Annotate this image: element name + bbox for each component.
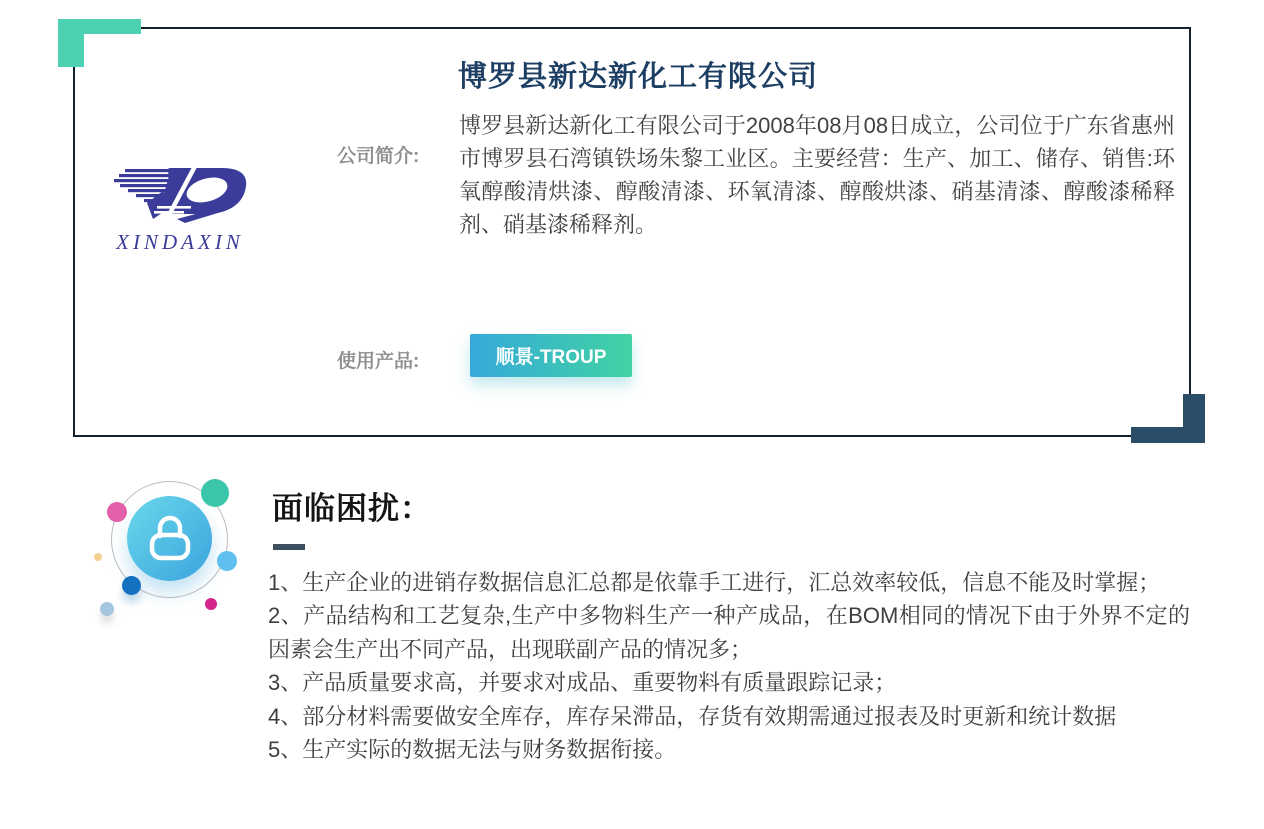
trouble-item: 5、生产实际的数据无法与财务数据衔接。	[268, 737, 677, 763]
trouble-item: 4、部分材料需要做安全库存，库存呆滞品，存货有效期需通过报表及时更新和统计数据	[268, 703, 1117, 729]
company-logo	[105, 165, 255, 255]
logo-wordmark: XINDAXIN	[116, 230, 244, 254]
decorative-dot	[94, 553, 102, 561]
troubles-list	[268, 566, 1190, 766]
trouble-item: 1、生产企业的进销存数据信息汇总都是依靠手工进行，汇总效率较低，信息不能及时掌握；	[268, 570, 1161, 595]
teal-corner-accent	[58, 19, 84, 67]
lock-badge	[127, 496, 212, 581]
troubles-heading: 面临困扰：	[272, 491, 432, 526]
heading-underline-dash	[273, 544, 305, 550]
lock-icon	[148, 511, 192, 566]
decorative-dot	[122, 576, 141, 595]
trouble-item: 3、产品质量要求高，并要求对成品、重要物料有质量跟踪记录；	[268, 670, 897, 696]
navy-corner-accent	[1183, 394, 1205, 443]
decorative-dot	[107, 502, 127, 522]
decorative-dot	[201, 479, 229, 507]
company-description: 博罗县新达新化工有限公司于2008年08月08日成立，公司位于广东省惠州市博罗县石湾镇铁场朱黎工业区。主要经营：生产、加工、储存、销售:环氧醇酸清烘漆、醇酸清漆、环氧清漆、醇酸烘漆、硝基清漆、醇酸漆稀释剂、硝基漆稀释剂。	[459, 113, 1175, 237]
decorative-dot	[205, 598, 217, 610]
product-button[interactable]: 顺景-TROUP	[470, 334, 632, 377]
decorative-dot	[217, 551, 237, 571]
decorative-dot	[100, 602, 114, 616]
product-field-label: 使用产品:	[337, 351, 420, 372]
intro-field-label: 公司简介:	[337, 146, 420, 167]
trouble-item: 2、产品结构和工艺复杂,生产中多物料生产一种产成品，在BOM相同的情况下由于外界不定的因素会生产出不同产品，出现联副产品的情况多；	[268, 603, 1190, 662]
company-card	[73, 27, 1191, 437]
company-name-title: 博罗县新达新化工有限公司	[458, 61, 819, 93]
xindaxin-logo-mark-icon	[105, 210, 255, 227]
